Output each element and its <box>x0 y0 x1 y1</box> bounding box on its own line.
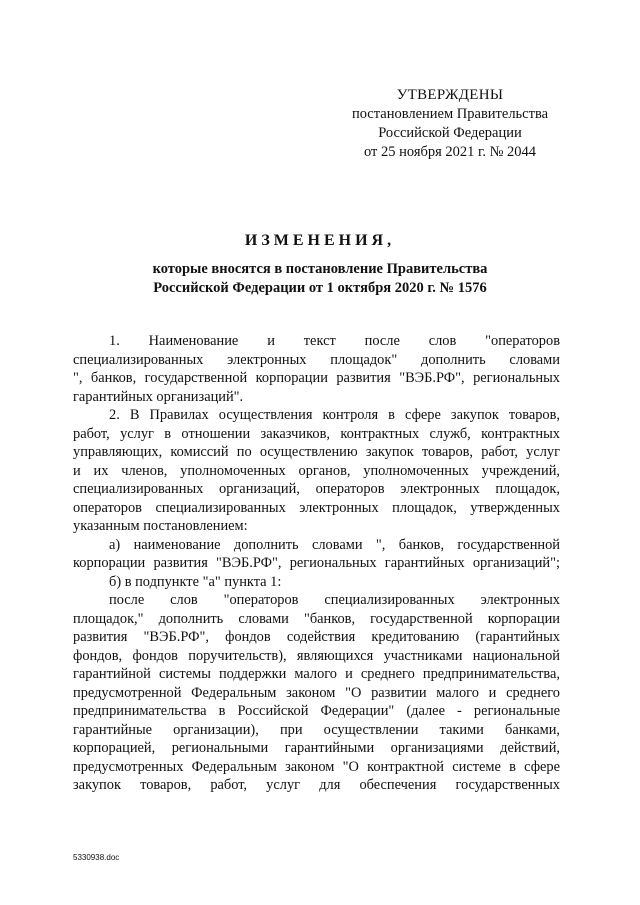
document-title: ИЗМЕНЕНИЯ, <box>244 232 396 249</box>
subtitle-line-1: которые вносятся в постановление Правительства <box>152 261 488 277</box>
approval-line-2: Российской Федерации <box>378 125 522 141</box>
body-line: предусмотренной Федеральным законом "О развитии малого и среднего <box>73 684 560 701</box>
body-line: указанным постановлением: <box>73 518 248 534</box>
body-line: предпринимательства в Российской Федерации" (далее - региональные <box>73 703 560 719</box>
body-line: специализированных электронных площадок" дополнить словами <box>73 351 560 368</box>
body-line: площадок," дополнить словами "банков, государственной корпорации <box>73 610 560 627</box>
body-line: специализированных организаций, операторов электронных площадок, <box>73 481 560 497</box>
body-line: закупок товаров, работ, услуг для обеспечения государственных <box>73 777 560 793</box>
body-line: корпорации развития "ВЭБ.РФ", региональных гарантийных организаций"; <box>73 555 560 571</box>
body-line: ", банков, государственной корпорации развития "ВЭБ.РФ", региональных <box>73 370 560 386</box>
body-line: корпорацией, региональными гарантийными организациями действий, <box>73 740 560 756</box>
body-line: развития "ВЭБ.РФ", фондов содействия кредитованию (гарантийных <box>73 629 560 645</box>
file-reference: 5330938.doc <box>73 853 120 862</box>
subtitle-line-2: Российской Федерации от 1 октября 2020 г. № 1576 <box>153 280 487 296</box>
document-body <box>73 332 560 795</box>
body-line: операторов специализированных электронных площадок, утвержденных <box>73 499 560 516</box>
body-line: гарантийные организации), при осуществлении такими банками, <box>73 721 560 738</box>
body-line: управляющих, комиссий по осуществлению закупок товаров, работ, услуг <box>73 444 560 460</box>
body-line: 1. Наименование и текст после слов "операторов <box>109 333 560 349</box>
body-line: 2. В Правилах осуществления контроля в сфере закупок товаров, <box>109 407 560 423</box>
body-line: фондов, фондов поручительств), являющихся участниками национальной <box>73 647 560 664</box>
body-line: работ, услуг в отношении заказчиков, контрактных служб, контрактных <box>73 425 560 442</box>
body-line: гарантийной системы поддержки малого и среднего предпринимательства, <box>73 666 560 682</box>
body-line: а) наименование дополнить словами ", банков, государственной <box>109 536 560 553</box>
approval-date-line: от 25 ноября 2021 г. № 2044 <box>363 144 537 160</box>
approval-heading: УТВЕРЖДЕНЫ <box>396 87 504 103</box>
document-subtitle <box>100 260 540 298</box>
body-line: гарантийных организаций". <box>73 388 244 405</box>
body-line: и их членов, уполномоченных органов, уполномоченных учреждений, <box>73 462 560 479</box>
approval-stamp <box>340 86 560 162</box>
body-line: после слов "операторов специализированных электронных <box>109 592 560 608</box>
approval-line-1: постановлением Правительства <box>351 106 549 122</box>
body-line: б) в подпункте "а" пункта 1: <box>109 573 282 590</box>
body-line: предусмотренных Федеральным законом "О контрактной системе в сфере <box>73 758 560 775</box>
